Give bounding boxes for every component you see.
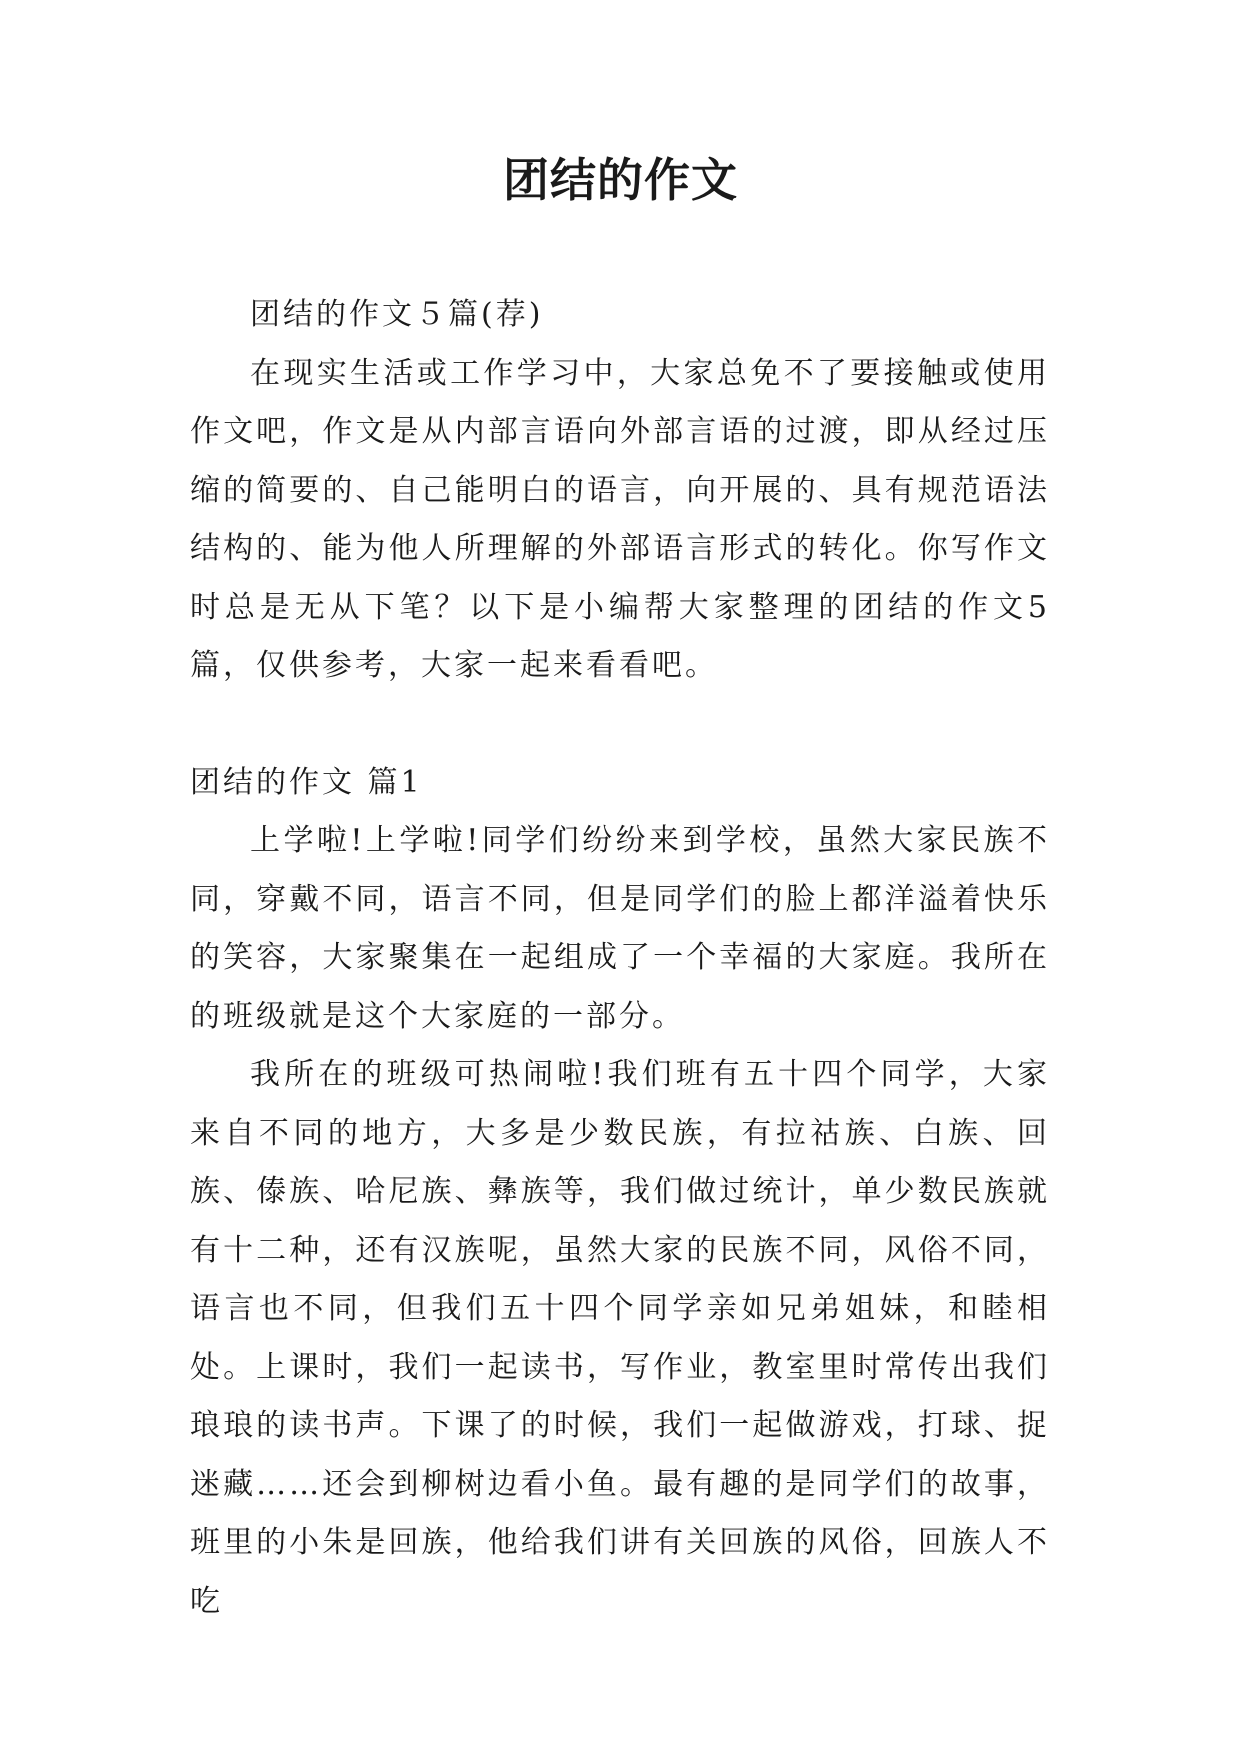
body-paragraph: 我所在的班级可热闹啦!我们班有五十四个同学，大家来自不同的地方，大多是少数民族，有拉祜族、白族、回族、傣族、哈尼族、彝族等，我们做过统计，单少数民族就有十二种，还有汉族呢，虽然大家的民族不同，风俗不同，语言也不同，但我们五十四个同学亲如兄弟姐妹，和睦相处。上课时，我们一起读书，写作业，教室里时常传出我们琅琅的读书声。下课了的时候，我们一起做游戏，打球、捉迷藏……还会到柳树边看小鱼。最有趣的是同学们的故事，班里的小朱是回族，他给我们讲有关回族的风俗，回族人不吃 (190, 1057, 1050, 1619)
intro-paragraph: 在现实生活或工作学习中，大家总免不了要接触或使用作文吧，作文是从内部言语向外部言语的过渡，即从经过压缩的简要的、自己能明白的语言，向开展的、具有规范语法结构的、能为他人所理解的外部语言形式的转化。你写作文时总是无从下笔？以下是小编帮大家整理的团结的作文5篇，仅供参考，大家一起来看看吧。 (190, 355, 1050, 683)
document-title: 团结的作文 (503, 153, 738, 207)
section-heading: 团结的作文 篇1 (190, 764, 423, 800)
body-paragraph: 上学啦!上学啦!同学们纷纷来到学校，虽然大家民族不同，穿戴不同，语言不同，但是同学们的脸上都洋溢着快乐的笑容，大家聚集在一起组成了一个幸福的大家庭。我所在的班级就是这个大家庭的一部分。 (190, 823, 1050, 1034)
document-body (190, 286, 1050, 1631)
document-subtitle: 团结的作文５篇(荐) (250, 297, 544, 332)
